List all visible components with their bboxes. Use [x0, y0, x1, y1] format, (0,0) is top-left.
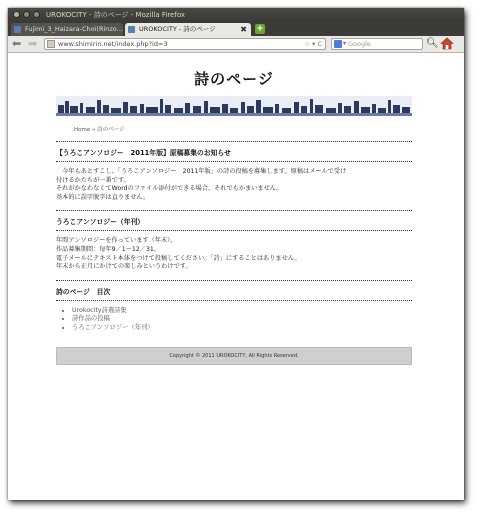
close-window-button[interactable] — [13, 11, 20, 18]
window-controls — [13, 11, 40, 18]
text-line: 年間アンソロジーを作っています（年末）。 — [56, 237, 177, 245]
divider — [56, 230, 412, 231]
search-input[interactable] — [331, 38, 423, 50]
home-icon[interactable] — [440, 37, 454, 50]
text-line: 作品募集期間：毎年9／1〜12／31。 — [56, 245, 161, 253]
tab-label: Fujimi_3_Haizara-Choi(Rinzo... — [25, 25, 123, 33]
title-bar — [8, 8, 464, 22]
text-line: 基本的に誤字脱字は直りません。 — [56, 193, 150, 201]
section-toc — [56, 280, 412, 333]
toc-link[interactable]: • 詩作品の投稿 — [72, 315, 412, 324]
google-engine-icon[interactable] — [334, 40, 342, 48]
skyline-image — [56, 96, 412, 113]
page-body — [56, 54, 412, 365]
section-text — [56, 237, 412, 271]
text-line: 付けるかたちが一番です。 — [56, 176, 130, 184]
tab-urokocity[interactable] — [125, 23, 251, 36]
divider — [56, 300, 412, 301]
tab-label: UROKOCITY - 詩のページ — [139, 25, 216, 33]
page-footer: Copyright © 2011 UROKOCITY, All Rights Reserved. — [56, 347, 412, 365]
section-heading: うろこアンソロジー（年刊） — [56, 210, 412, 228]
search-placeholder: Google — [348, 40, 371, 48]
tab-strip — [8, 22, 464, 36]
search-icon[interactable]: 🔍︎ — [426, 38, 439, 49]
forward-button[interactable]: ➡ — [28, 37, 38, 50]
city-skyline-banner — [56, 96, 412, 116]
tab-fujimi[interactable] — [11, 23, 123, 36]
text-line: 今年もあとすこし、「うろこアンソロジー 2011年版」の詩の投稿を募集します。原稿はメールで受け — [56, 168, 347, 175]
toc-list — [56, 307, 412, 333]
page-favicon-icon — [14, 26, 21, 33]
toc-heading: 詩のページ 目次 — [56, 280, 412, 298]
navigation-bar — [8, 36, 464, 53]
section-anthology — [56, 210, 412, 271]
toc-link[interactable]: • Urokocity詩選詩集 — [72, 307, 412, 316]
close-tab-icon[interactable]: ✖ — [240, 25, 247, 34]
site-identity-icon[interactable] — [47, 40, 55, 48]
url-actions[interactable]: ☆ ▾ C — [304, 40, 322, 48]
section-heading: 【うろこアンソロジー 2011年版】原稿募集のお知らせ — [56, 141, 412, 159]
engine-dropdown-icon[interactable]: ▾ — [343, 40, 347, 47]
url-text: www.shimirin.net/index.php?id=3 — [58, 40, 168, 48]
window-title: UROKOCITY - 詩のページ - Mozilla Firefox — [46, 11, 186, 19]
page-favicon-icon — [128, 26, 135, 33]
section-recruitment — [56, 141, 412, 202]
text-line: それがかなわなくてWordのファイル添付ができる場合、それでもかまいません。 — [56, 185, 283, 193]
divider — [56, 161, 412, 162]
text-line: 年末から正月にかけての楽しみというわけです。 — [56, 263, 192, 271]
maximize-window-button[interactable] — [33, 11, 40, 18]
section-text — [56, 168, 412, 202]
back-button[interactable]: ⬅ — [12, 37, 22, 50]
page-title: 詩のページ — [194, 70, 274, 88]
breadcrumb[interactable]: Home » 詩のページ — [74, 127, 125, 133]
minimize-window-button[interactable] — [23, 11, 30, 18]
toc-link[interactable]: • うろこアンソロジー（年刊） — [72, 324, 412, 333]
url-bar[interactable] — [44, 38, 326, 50]
new-tab-button[interactable]: + — [256, 24, 264, 34]
browser-window — [8, 8, 464, 500]
page-viewport — [8, 54, 464, 500]
text-line: 電子メールにテキスト本体をつけて投稿してください。「詩」にすることはありません。 — [56, 254, 301, 262]
